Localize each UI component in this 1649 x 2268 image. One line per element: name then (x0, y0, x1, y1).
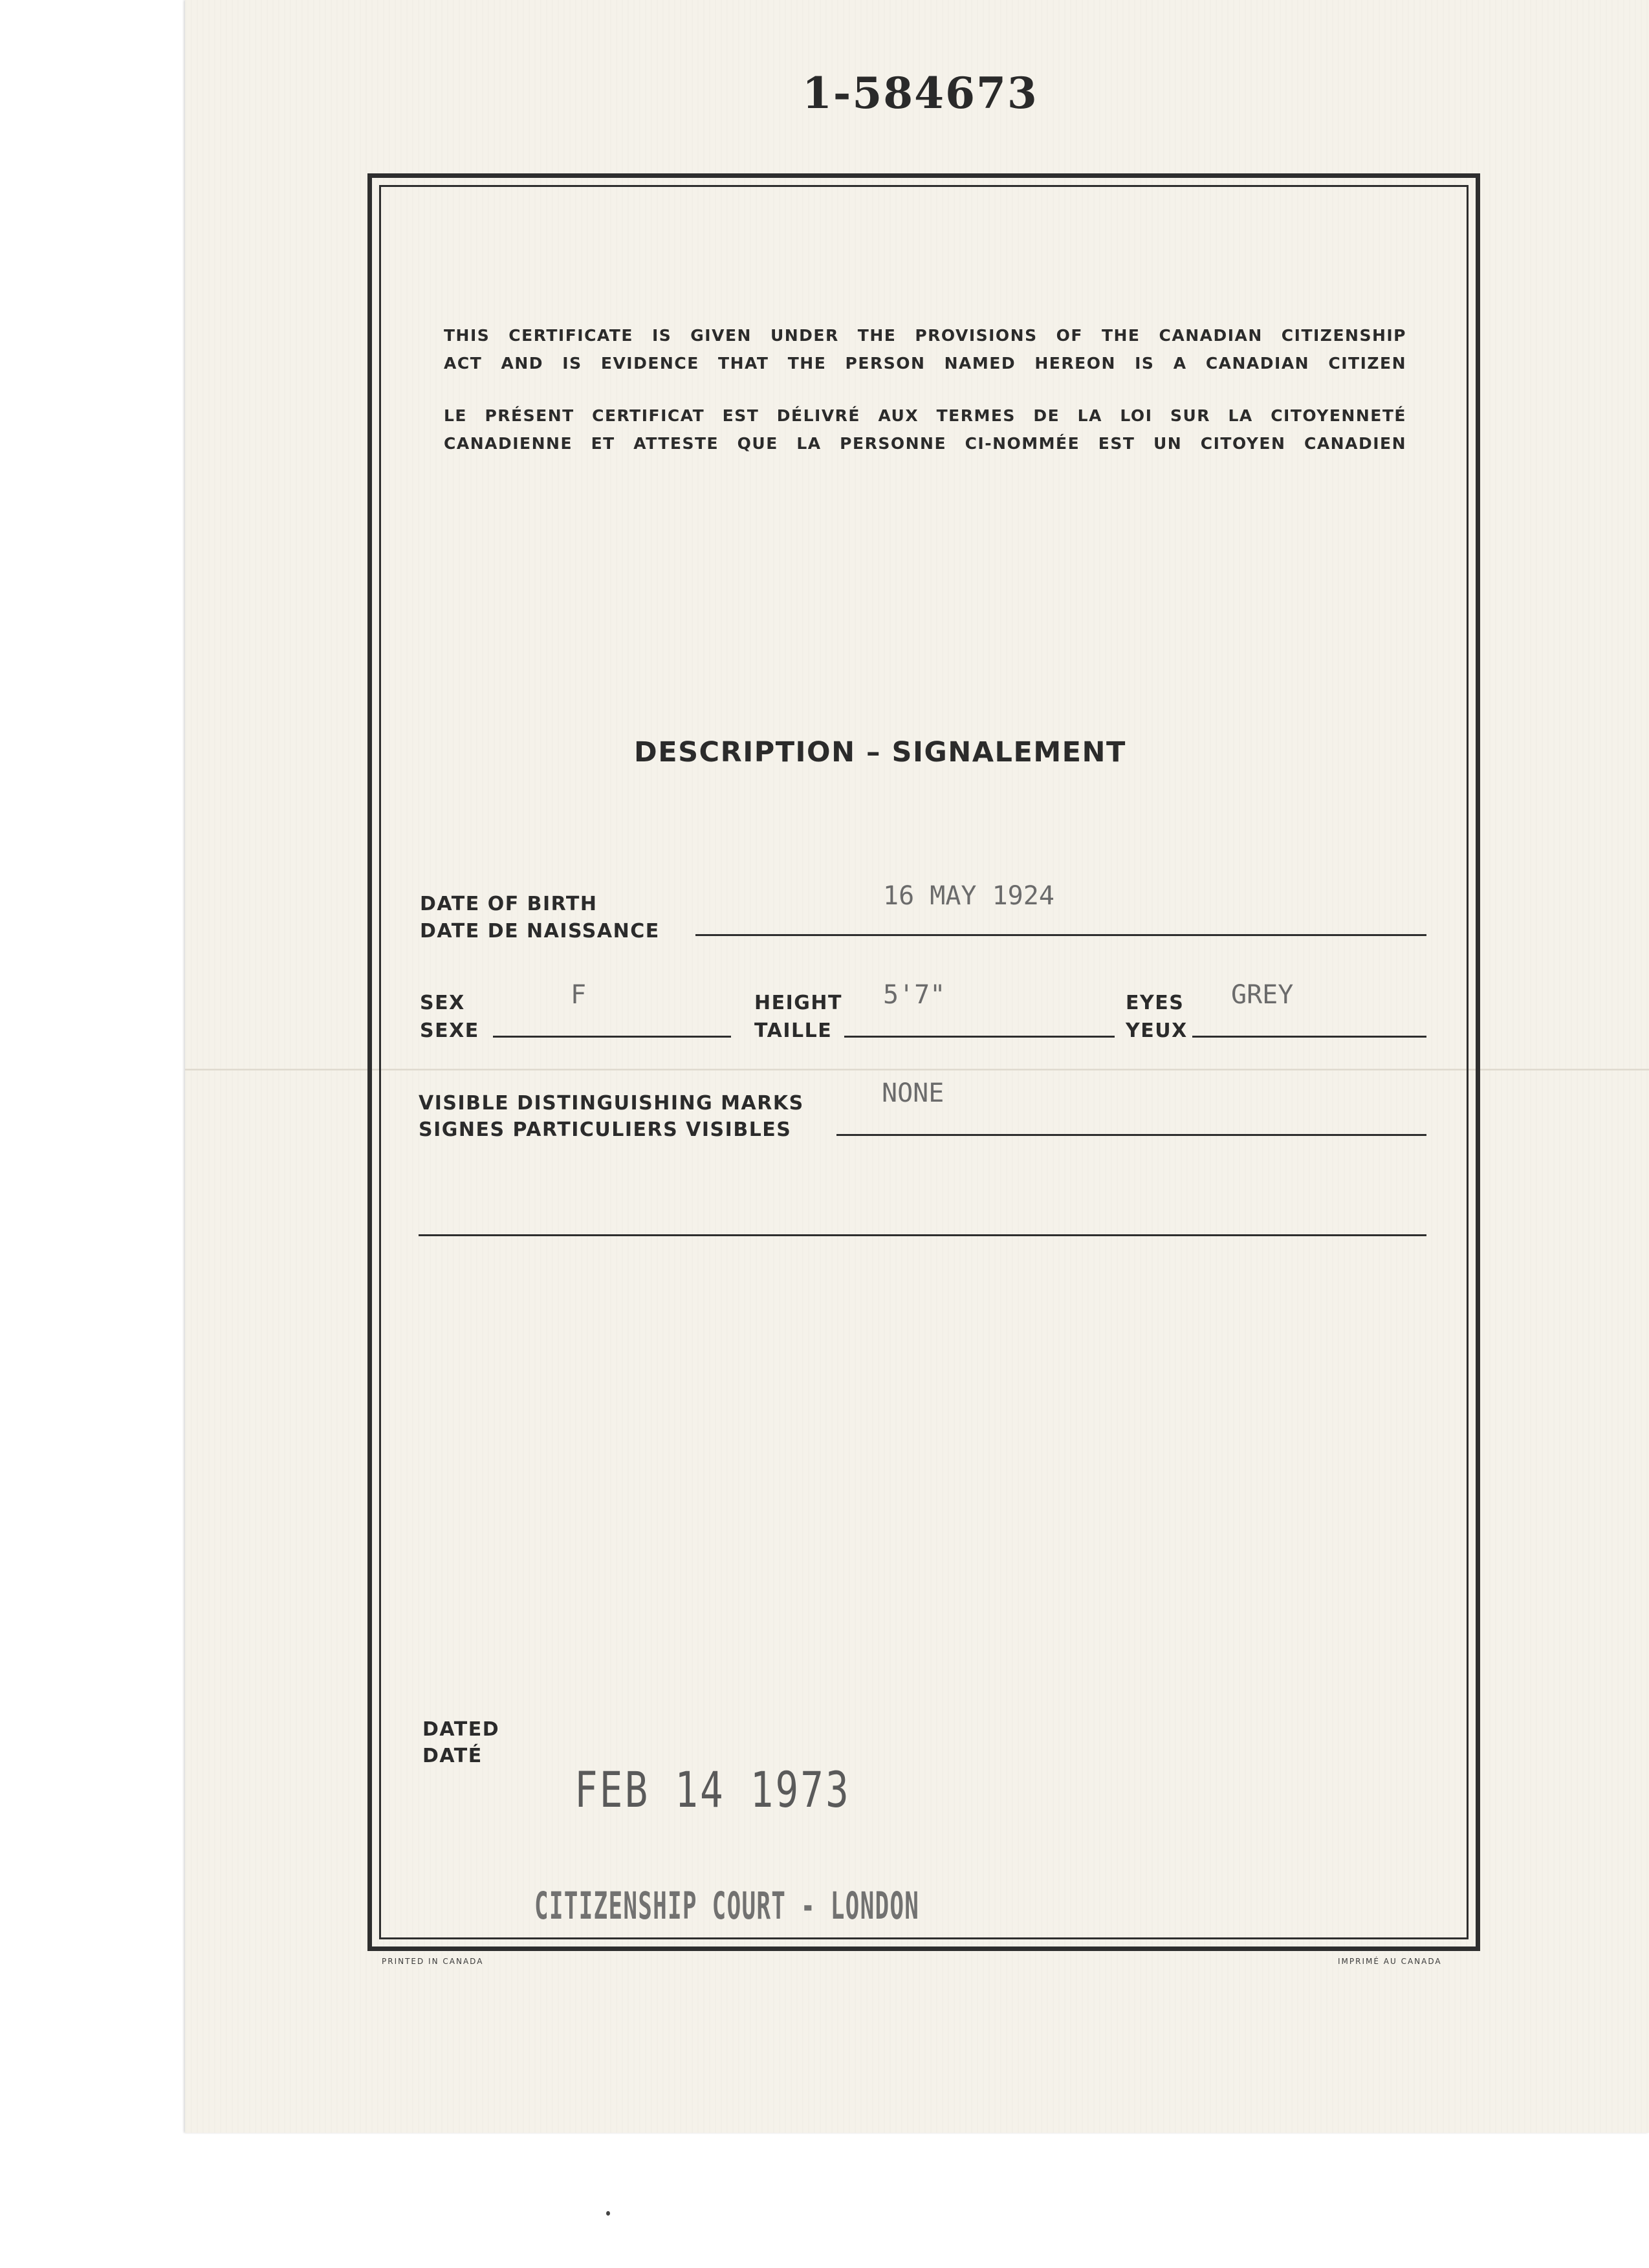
eyes-value: GREY (1231, 980, 1294, 1010)
height-label-en: HEIGHT (754, 992, 842, 1014)
printed-in-canada: PRINTED IN CANADA (382, 1957, 484, 1966)
date-of-birth-value: 16 MAY 1924 (883, 881, 1054, 911)
marks-label-en: VISIBLE DISTINGUISHING MARKS (419, 1092, 804, 1115)
height-rule (844, 1036, 1115, 1038)
date-of-birth-label-en: DATE OF BIRTH (420, 893, 598, 915)
sex-label-en: SEX (420, 992, 465, 1014)
marks-extra-rule (419, 1234, 1426, 1236)
sex-rule (493, 1036, 731, 1038)
provision-french-line-1: LE PRÉSENT CERTIFICAT EST DÉLIVRÉ AUX TERMES DE LA LOI SUR LA CITOYENNETÉ (444, 406, 1406, 425)
eyes-rule (1192, 1036, 1426, 1038)
date-stamp: FEB 14 1973 (574, 1761, 851, 1818)
marks-rule (836, 1134, 1426, 1136)
dated-label-fr: DATÉ (422, 1745, 483, 1767)
serial-number: 1-584673 (802, 68, 1038, 118)
paper-speck (606, 2211, 610, 2216)
date-of-birth-label-fr: DATE DE NAISSANCE (420, 920, 660, 943)
date-of-birth-rule (695, 934, 1426, 936)
provision-french-line-2: CANADIENNE ET ATTESTE QUE LA PERSONNE CI-NOMMÉE EST UN CITOYEN CANADIEN (444, 434, 1406, 453)
marks-value: NONE (882, 1078, 945, 1108)
height-label-fr: TAILLE (754, 1020, 833, 1042)
eyes-label-en: EYES (1126, 992, 1185, 1014)
eyes-label-fr: YEUX (1126, 1020, 1188, 1042)
sex-label-fr: SEXE (420, 1020, 479, 1042)
provision-english-line-1: THIS CERTIFICATE IS GIVEN UNDER THE PROVISIONS OF THE CANADIAN CITIZENSHIP (444, 326, 1406, 345)
court-stamp: CITIZENSHIP COURT - LONDON (534, 1884, 920, 1928)
section-title: DESCRIPTION – SIGNALEMENT (634, 736, 1126, 769)
dated-label-en: DATED (422, 1718, 500, 1741)
imprime-au-canada: IMPRIMÉ AU CANADA (1338, 1957, 1442, 1966)
height-value: 5'7" (883, 980, 946, 1010)
provision-english-line-2: ACT AND IS EVIDENCE THAT THE PERSON NAMED HEREON IS A CANADIAN CITIZEN (444, 354, 1406, 373)
sex-value: F (571, 980, 587, 1010)
marks-label-fr: SIGNES PARTICULIERS VISIBLES (419, 1118, 792, 1141)
